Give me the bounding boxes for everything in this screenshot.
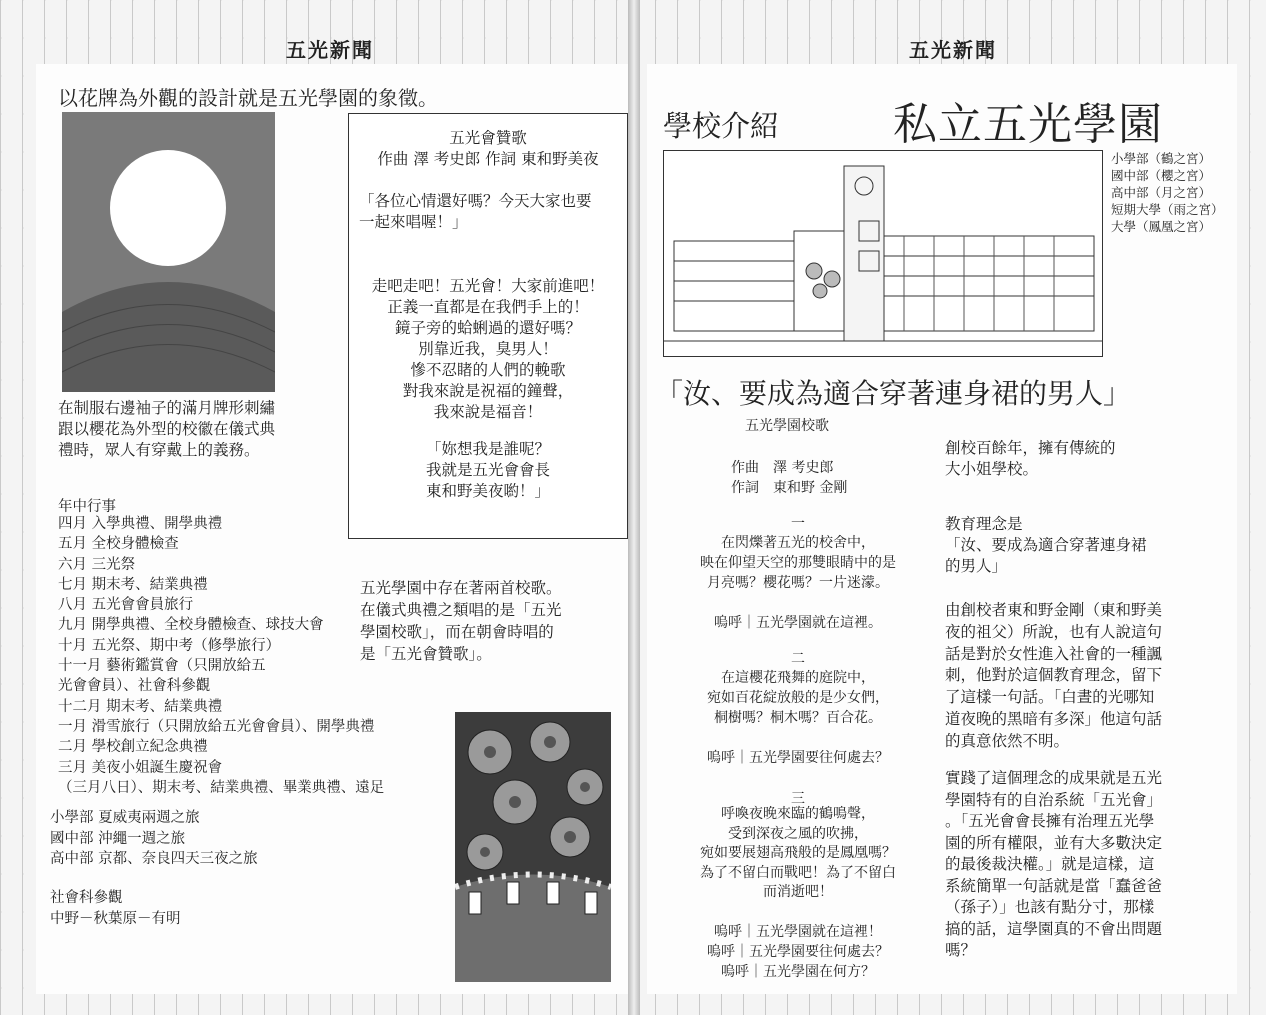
school-song-credits: 作曲 澤 考史郎 作詞 東和野 金剛 [731,460,848,496]
article-p2: 教育理念是 「汝、要成為適合穿著連身裙 的男人」 [945,515,1147,575]
masthead-right: 五光新聞 [909,38,997,62]
section-label: 學校介紹 [663,109,780,143]
anthem-credits: 作曲 澤 考史郎 作詞 東和野美夜 [377,150,599,168]
schedule-item: 六月 三光祭 [58,556,136,573]
song-finale: 嗚呼｜五光學園就在這裡！ 嗚呼｜五光學園要往何處去？ 嗚呼｜五光學園在何方？ [707,924,889,980]
schedule-item: 三月 美夜小姐誕生慶祝會 [58,759,223,776]
left-headline: 以花牌為外觀的設計就是五光學園的象徵。 [58,86,438,110]
verse-3: 呼喚夜晚來臨的鶴鳴聲， 受到深夜之風的吹拂， 宛如要展翅高飛般的是鳳凰嗎？ 為了不留白而戰吧！為了不留白 而消逝吧！ [700,806,896,900]
divisions-list [1111,150,1224,235]
verse-number-3: 三 [791,791,805,807]
schedule-item: 一月 滑雪旅行（只開放給五光會會員）、開學典禮 [58,718,375,735]
schedule-item: 八月 五光會會員旅行 [58,597,194,614]
article-p1: 創校百餘年，擁有傳統的 大小姐學校。 [945,439,1116,478]
schedule-item: 九月 開學典禮、全校身體檢查、球技大會 [58,617,324,634]
schedule-item: 二月 學校創立紀念典禮 [58,739,208,756]
field-trip-title: 社會科參觀 [50,890,123,906]
article-p4: 實踐了這個理念的成果就是五光 學園特有的自治系統「五光會」 。「五光會會長擁有治理五光學 園的所有權限，並有大多數決定 的最後裁決權。」就是這樣，這 系統簡單一句話就是當「蠢爸爸 （孫子）」也該有點分寸，那樣 搞的話，這學園真的不會出問題 嗎？ [945,769,1163,959]
masthead-left: 五光新聞 [286,38,374,62]
emblem-caption: 在制服右邊袖子的滿月牌形刺繡 跟以櫻花為外型的校徽在儀式典 禮時，眾人有穿戴上的義務。 [58,399,276,459]
verse-number-2: 二 [791,651,805,667]
songs-note: 五光學園中存在著兩首校歌。 在儀式典禮之類唱的是「五光 學園校歌」，而在朝會時唱的 是「五光會贊歌」。 [360,579,562,663]
anthem-intro: 「各位心情還好嗎？今天大家也要 一起來唱喔！」 [359,192,592,231]
division-item: 大學（鳳凰之宮） [1111,219,1212,234]
verse-1: 在閃爍著五光的校舍中， 映在仰望天空的那雙眼睛中的是 月亮嗎？櫻花嗎？一片迷濛。 [700,535,896,591]
article-p3: 由創校者東和野金剛（東和野美 夜的祖父）所說，也有人說這句 話是對於女性進入社會的一種諷 刺，他對於這個教育理念，留下 了這樣一句話。「白晝的光哪知 道夜晚的黑暗有多深」他這句話 的真意依然不明。 [945,601,1163,750]
book-spine [628,0,640,1015]
trip-item: 高中部 京都、奈良四天三夜之旅 [50,851,258,867]
division-item: 國中部（櫻之宮） [1111,168,1212,183]
school-song-title: 五光學園校歌 [745,418,829,434]
division-item: 小學部（鶴之宮） [1111,151,1212,166]
schedule-item: 十二月 期末考、結業典禮 [58,698,223,715]
refrain-2: 嗚呼｜五光學園要往何處去？ [707,750,889,766]
schedule-item: 十月 五光祭、期中考（修學旅行） [58,637,281,654]
anthem-title: 五光會贊歌 [449,129,527,147]
anthem-verse: 走吧走吧！五光會！大家前進吧！ 正義一直都是在我們手上的！ 鏡子旁的蛤蜊過的還好嗎？ 別靠近我，臭男人！ 慘不忍睹的人們的輓歌 對我來說是祝福的鐘聲， 我來說是福音！ [371,277,605,421]
verse-2: 在這櫻花飛舞的庭院中， 宛如百花綻放般的是少女們， 桐樹嗎？桐木嗎？百合花。 [707,670,889,726]
schedule-item: 七月 期末考、結業典禮 [58,576,208,593]
refrain-1: 嗚呼｜五光學園就在這裡。 [714,615,882,631]
right-page [633,0,1266,1015]
schedule-item: （三月八日）、期末考、結業典禮、畢業典禮、遠足 [58,779,385,796]
trips-list [50,808,258,870]
motto-headline: 「汝、要成為適合穿著連身裙的男人」 [655,377,1132,410]
school-building-image [663,150,1103,357]
schedule-item: 五月 全校身體檢查 [58,536,179,553]
schedule-item: 光會會員）、社會科參觀 [58,678,211,695]
division-item: 短期大學（雨之宮） [1111,202,1224,217]
trip-item: 國中部 沖繩一週之旅 [50,830,186,847]
schedule-item: 十一月 藝術鑑賞會（只開放給五 [58,658,266,675]
schedule-item: 四月 入學典禮、開學典禮 [58,516,223,532]
school-name: 私立五光學園 [893,99,1163,150]
moon-card-image [62,112,275,392]
sakura-card-image [455,712,611,982]
verse-number-1: 一 [791,516,805,532]
schedule-title: 年中行事 [58,499,116,515]
anthem-box [348,113,628,539]
full-moon-icon [110,150,226,266]
division-item: 高中部（月之宮） [1111,185,1212,200]
trip-item: 小學部 夏威夷兩週之旅 [50,810,200,826]
field-trip-route: 中野－秋葉原－有明 [50,911,181,927]
anthem-outro: 「妳想我是誰呢？ 我就是五光會會長 東和野美夜喲！」 [425,440,550,500]
